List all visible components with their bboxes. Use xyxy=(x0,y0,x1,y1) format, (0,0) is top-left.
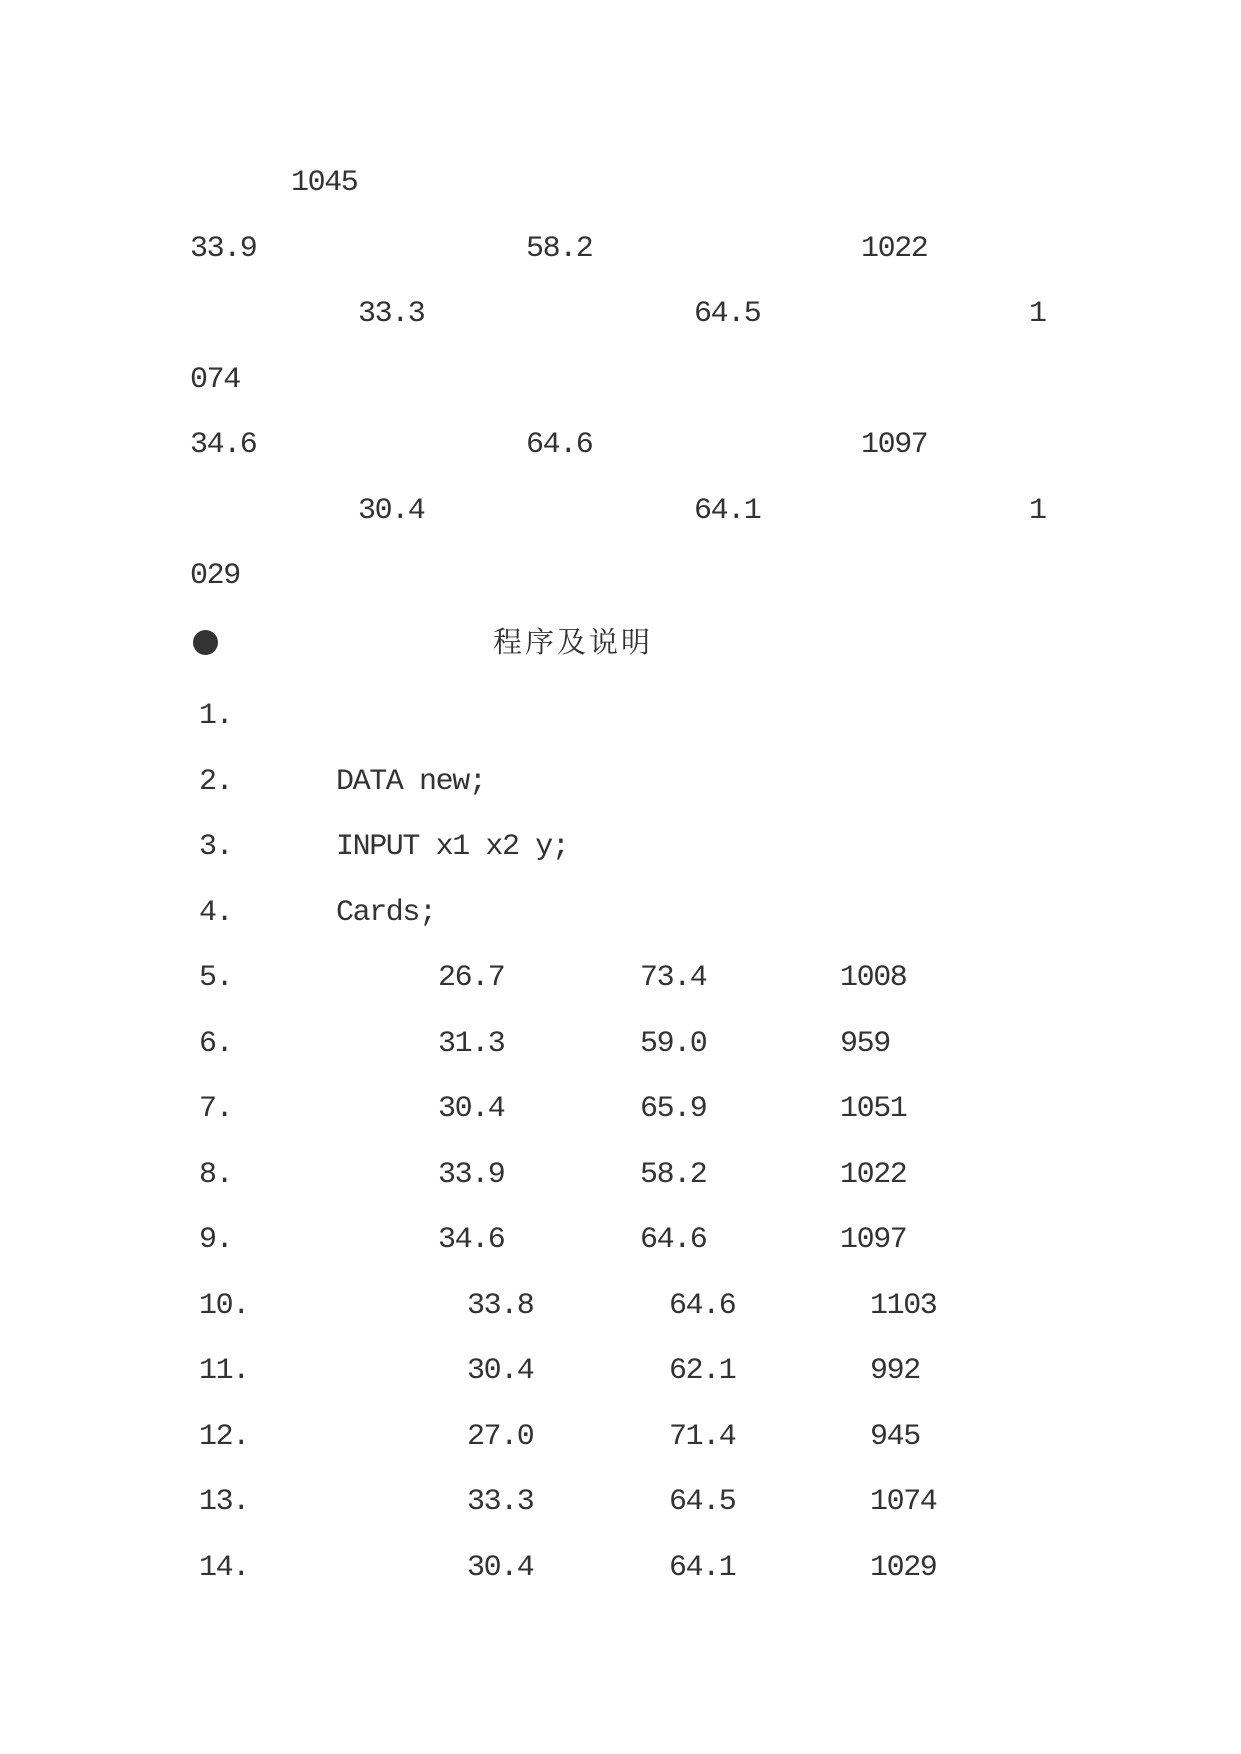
data-value: 33.3 xyxy=(358,297,425,331)
code-line xyxy=(0,881,1241,947)
x2-value: 71.4 xyxy=(669,1419,736,1454)
code-text: INPUT x1 x2 y; xyxy=(336,830,569,864)
y-value: 1103 xyxy=(870,1288,937,1323)
line-number: 12. xyxy=(199,1419,249,1454)
data-value: 1 xyxy=(1029,493,1046,528)
data-line xyxy=(0,413,1241,479)
data-value: 33.9 xyxy=(190,231,257,266)
data-value: 64.6 xyxy=(526,428,593,462)
line-number: 1. xyxy=(199,699,233,733)
data-value: 074 xyxy=(190,362,240,397)
x1-value: 31.3 xyxy=(438,1026,505,1061)
code-text: Cards; xyxy=(336,895,436,930)
line-number: 8. xyxy=(199,1157,233,1192)
data-value: 029 xyxy=(190,559,240,593)
x2-value: 73.4 xyxy=(640,961,707,995)
x1-value: 34.6 xyxy=(438,1223,505,1257)
code-line xyxy=(0,750,1241,816)
y-value: 992 xyxy=(870,1354,920,1388)
line-number: 9. xyxy=(199,1223,233,1257)
data-value: 64.5 xyxy=(694,297,761,331)
line-number: 10. xyxy=(199,1288,249,1323)
code-data-row xyxy=(0,1405,1241,1471)
y-value: 959 xyxy=(840,1026,890,1061)
line-number: 4. xyxy=(199,895,233,930)
data-value: 58.2 xyxy=(526,231,593,266)
line-number: 11. xyxy=(199,1354,249,1388)
data-line xyxy=(0,479,1241,545)
line-number: 7. xyxy=(199,1092,233,1126)
program-listing xyxy=(0,684,1241,1601)
x2-value: 64.6 xyxy=(669,1288,736,1323)
y-value: 1008 xyxy=(840,961,907,995)
code-data-row xyxy=(0,1274,1241,1340)
data-line xyxy=(0,348,1241,414)
bullet-icon xyxy=(193,630,218,655)
section-heading xyxy=(0,610,1241,676)
x1-value: 27.0 xyxy=(467,1419,534,1454)
data-value: 34.6 xyxy=(190,428,257,462)
code-text: DATA new; xyxy=(336,764,486,799)
data-value: 1 xyxy=(1029,297,1046,331)
x2-value: 65.9 xyxy=(640,1092,707,1126)
x1-value: 30.4 xyxy=(467,1550,534,1585)
data-value: 1045 xyxy=(291,166,358,200)
data-value: 64.1 xyxy=(694,493,761,528)
code-line xyxy=(0,684,1241,750)
x2-value: 62.1 xyxy=(669,1354,736,1388)
line-number: 14. xyxy=(199,1550,249,1585)
x2-value: 64.1 xyxy=(669,1550,736,1585)
x1-value: 33.9 xyxy=(438,1157,505,1192)
code-line xyxy=(0,815,1241,881)
x2-value: 59.0 xyxy=(640,1026,707,1061)
x1-value: 30.4 xyxy=(438,1092,505,1126)
data-line xyxy=(0,151,1241,217)
x1-value: 33.3 xyxy=(467,1485,534,1519)
y-value: 945 xyxy=(870,1419,920,1454)
x1-value: 30.4 xyxy=(467,1354,534,1388)
code-data-row xyxy=(0,1339,1241,1405)
code-data-row xyxy=(0,946,1241,1012)
y-value: 1022 xyxy=(840,1157,907,1192)
data-value: 1097 xyxy=(861,428,928,462)
code-data-row xyxy=(0,1012,1241,1078)
line-number: 6. xyxy=(199,1026,233,1061)
data-line xyxy=(0,217,1241,283)
line-number: 2. xyxy=(199,764,233,799)
section-title: 程序及说明 xyxy=(493,624,654,659)
x2-value: 58.2 xyxy=(640,1157,707,1192)
line-number: 5. xyxy=(199,961,233,995)
line-number: 13. xyxy=(199,1485,249,1519)
x2-value: 64.6 xyxy=(640,1223,707,1257)
y-value: 1097 xyxy=(840,1223,907,1257)
data-line xyxy=(0,544,1241,610)
y-value: 1029 xyxy=(870,1550,937,1585)
y-value: 1051 xyxy=(840,1092,907,1126)
code-data-row xyxy=(0,1208,1241,1274)
x1-value: 33.8 xyxy=(467,1288,534,1323)
code-data-row xyxy=(0,1077,1241,1143)
code-data-row xyxy=(0,1536,1241,1602)
data-value: 30.4 xyxy=(358,493,425,528)
data-line xyxy=(0,282,1241,348)
line-number: 3. xyxy=(199,830,233,864)
data-value: 1022 xyxy=(861,231,928,266)
code-data-row xyxy=(0,1143,1241,1209)
x2-value: 64.5 xyxy=(669,1485,736,1519)
y-value: 1074 xyxy=(870,1485,937,1519)
continued-data xyxy=(0,151,1241,675)
x1-value: 26.7 xyxy=(438,961,505,995)
code-data-row xyxy=(0,1470,1241,1536)
